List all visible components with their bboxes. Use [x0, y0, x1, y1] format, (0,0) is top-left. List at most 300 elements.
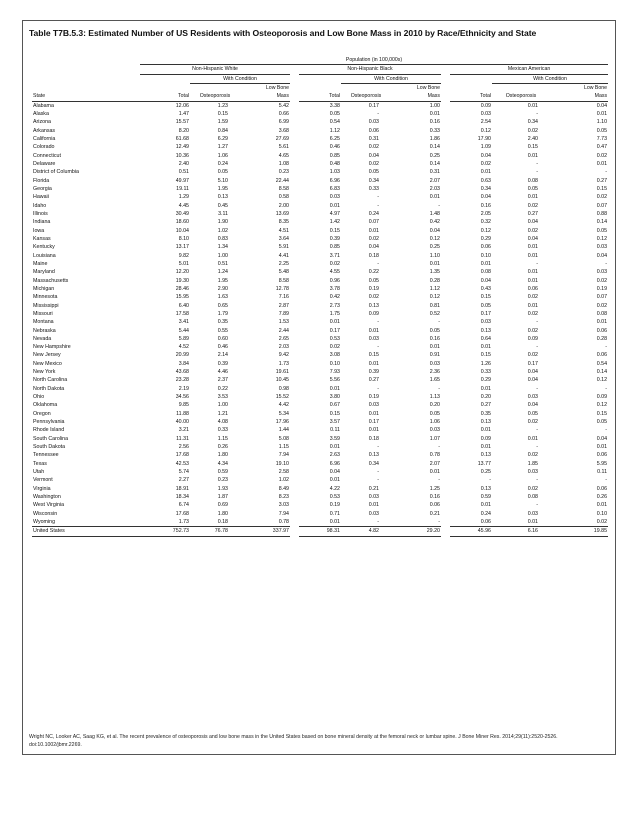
- column-gap: [290, 460, 299, 468]
- value-cell: 0.13: [480, 419, 491, 426]
- value-cell: 0.27: [480, 402, 491, 409]
- value-cell: 7.94: [278, 510, 289, 517]
- table-row: [32, 285, 608, 293]
- value-cell: 15.95: [175, 294, 189, 301]
- value-cell: 5.10: [217, 177, 228, 184]
- value-cell: 0.05: [527, 185, 538, 192]
- value-cell: -: [377, 202, 379, 209]
- value-cell: 1.10: [429, 252, 440, 259]
- column-gap: [290, 168, 299, 176]
- column-gap: [441, 485, 450, 493]
- value-cell: 0.59: [480, 494, 491, 501]
- value-cell: 1.95: [217, 185, 228, 192]
- state-cell: Georgia: [33, 185, 52, 192]
- value-cell: 1.63: [217, 294, 228, 301]
- value-cell: 2.87: [278, 302, 289, 309]
- value-cell: 0.78: [278, 519, 289, 526]
- value-cell: 0.01: [368, 410, 379, 417]
- column-gap: [290, 343, 299, 351]
- column-gap: [290, 218, 299, 226]
- value-cell: 5.61: [278, 144, 289, 151]
- value-cell: 0.15: [368, 352, 379, 359]
- state-cell: Louisiana: [33, 252, 56, 259]
- value-cell: 0.06: [596, 485, 608, 492]
- value-cell: 0.06: [596, 452, 608, 459]
- value-cell: 5.34: [278, 410, 289, 417]
- value-cell: 0.11: [330, 427, 340, 434]
- table-row: [32, 351, 608, 359]
- table-row: [32, 252, 608, 260]
- value-cell: 0.01: [527, 302, 538, 309]
- state-cell: Wyoming: [33, 519, 56, 526]
- column-gap: [290, 243, 299, 251]
- column-gap: [441, 252, 450, 260]
- value-cell: 1.85: [527, 460, 538, 467]
- value-cell: 0.18: [217, 519, 228, 526]
- state-cell: Illinois: [33, 210, 48, 217]
- value-cell: 0.18: [368, 252, 379, 259]
- value-cell: 0.17: [368, 102, 379, 109]
- value-cell: 1.93: [217, 485, 228, 492]
- column-gap: [290, 527, 299, 536]
- value-cell: 2.44: [278, 327, 289, 334]
- value-cell: 0.04: [480, 277, 491, 284]
- value-cell: 0.29: [480, 235, 491, 242]
- state-cell: Montana: [33, 319, 54, 326]
- value-cell: 19.61: [275, 369, 289, 376]
- column-gap: [441, 110, 450, 118]
- value-cell: 0.39: [368, 369, 379, 376]
- value-cell: 0.12: [429, 294, 440, 301]
- value-cell: 7.73: [596, 135, 608, 142]
- value-cell: 0.26: [217, 444, 228, 451]
- value-cell: 3.03: [278, 502, 289, 509]
- column-gap: [290, 368, 299, 376]
- table-row: [32, 268, 608, 276]
- value-cell: 0.21: [429, 510, 440, 517]
- value-cell: 0.81: [429, 302, 440, 309]
- value-cell: 0.07: [596, 294, 608, 301]
- table-row: [32, 385, 608, 393]
- value-cell: 2.54: [480, 119, 491, 126]
- value-cell: 0.01: [329, 444, 340, 451]
- column-gap: [441, 202, 450, 210]
- value-cell: 0.67: [329, 402, 340, 409]
- value-cell: 0.19: [368, 285, 379, 292]
- value-cell: 17.68: [175, 510, 189, 517]
- column-gap: [290, 501, 299, 509]
- value-cell: 0.96: [329, 277, 340, 284]
- value-cell: 2.03: [429, 185, 440, 192]
- value-cell: 0.04: [527, 219, 538, 226]
- value-cell: 0.01: [429, 260, 440, 267]
- value-cell: 13.17: [175, 244, 189, 251]
- value-cell: 13.69: [275, 210, 289, 217]
- value-cell: 0.04: [596, 435, 608, 442]
- value-cell: 0.08: [527, 494, 538, 501]
- value-cell: 0.14: [429, 160, 440, 167]
- column-gap: [290, 152, 299, 160]
- value-cell: 0.01: [527, 102, 538, 109]
- value-cell: 0.02: [527, 227, 538, 234]
- value-cell: 4.52: [178, 344, 189, 351]
- mass-header: Mass: [240, 92, 290, 101]
- column-gap: [290, 451, 299, 459]
- column-gap: [290, 401, 299, 409]
- value-cell: 6.29: [217, 135, 228, 142]
- population-header: Population (in 100,000s): [140, 56, 608, 65]
- column-gap: [290, 185, 299, 193]
- column-gap: [441, 501, 450, 509]
- value-cell: 0.78: [429, 452, 440, 459]
- column-gap: [290, 485, 299, 493]
- state-cell: Tennessee: [33, 452, 59, 459]
- column-gap: [290, 293, 299, 301]
- value-cell: 0.03: [368, 402, 379, 409]
- value-cell: 3.68: [278, 127, 289, 134]
- table-row: [32, 118, 608, 126]
- total-header: Total: [299, 92, 341, 101]
- value-cell: 6.40: [178, 302, 189, 309]
- value-cell: 0.02: [596, 302, 608, 309]
- state-cell: Kentucky: [33, 244, 55, 251]
- state-cell: Minnesota: [33, 294, 58, 301]
- osteoporosis-header: Osteoporosis: [190, 92, 240, 101]
- value-cell: 0.03: [429, 360, 440, 367]
- value-cell: -: [536, 169, 538, 176]
- value-cell: 0.65: [217, 302, 228, 309]
- value-cell: 0.05: [596, 127, 608, 134]
- value-cell: 3.53: [217, 394, 228, 401]
- column-gap: [441, 335, 450, 343]
- value-cell: 0.01: [527, 269, 538, 276]
- value-cell: 0.03: [368, 494, 379, 501]
- value-cell: 2.25: [278, 260, 289, 267]
- value-cell: 0.01: [527, 435, 538, 442]
- value-cell: -: [489, 477, 491, 484]
- value-cell: 19.11: [176, 185, 189, 192]
- column-gap: [290, 143, 299, 151]
- column-gap: [290, 160, 299, 168]
- value-cell: 0.02: [368, 235, 379, 242]
- value-cell: 0.16: [429, 335, 440, 342]
- value-cell: 0.34: [480, 185, 491, 192]
- value-cell: 42.53: [175, 460, 189, 467]
- value-cell: 2.63: [329, 452, 340, 459]
- value-cell: 0.69: [217, 502, 228, 509]
- value-cell: 0.53: [329, 494, 340, 501]
- state-cell: Nevada: [33, 335, 52, 342]
- value-cell: 17.68: [175, 452, 189, 459]
- value-cell: 2.05: [480, 210, 491, 217]
- value-cell: 0.02: [596, 152, 608, 159]
- value-cell: 2.37: [217, 377, 228, 384]
- value-cell: 0.01: [480, 344, 491, 351]
- low-bone-header: Low Bone: [583, 84, 608, 91]
- column-gap: [441, 327, 450, 335]
- column-gap: [441, 318, 450, 326]
- value-cell: 0.01: [596, 502, 608, 509]
- value-cell: 0.01: [596, 444, 608, 451]
- state-cell: United States: [32, 527, 140, 536]
- value-cell: 0.66: [278, 110, 289, 117]
- value-cell: 4.65: [278, 152, 289, 159]
- column-gap: [441, 435, 450, 443]
- state-cell: Nebraska: [33, 327, 56, 334]
- value-cell: -: [377, 385, 379, 392]
- value-cell: 19.10: [275, 460, 289, 467]
- value-cell: 0.07: [368, 219, 379, 226]
- value-cell: 0.31: [429, 169, 440, 176]
- value-cell: 18.34: [175, 494, 189, 501]
- table-row: [32, 501, 608, 509]
- column-gap: [441, 143, 450, 151]
- value-cell: 0.02: [527, 452, 538, 459]
- value-cell: 0.51: [217, 260, 228, 267]
- column-gap: [290, 177, 299, 185]
- value-cell: 0.16: [480, 202, 491, 209]
- value-cell: 0.43: [480, 285, 491, 292]
- column-gap: [290, 426, 299, 434]
- column-gap: [290, 135, 299, 143]
- state-cell: New Mexico: [33, 360, 62, 367]
- table-row: [32, 460, 608, 468]
- value-cell: 10.45: [275, 377, 289, 384]
- state-cell: Alaska: [33, 110, 49, 117]
- value-cell: 0.52: [429, 310, 440, 317]
- total-row: [32, 527, 608, 536]
- value-cell: 0.46: [217, 344, 228, 351]
- value-cell: 3.84: [178, 360, 189, 367]
- column-gap: [441, 160, 450, 168]
- value-cell: 0.02: [368, 144, 379, 151]
- value-cell: 0.02: [527, 419, 538, 426]
- value-cell: 0.98: [278, 385, 289, 392]
- osteoporosis-header: Osteoporosis: [341, 92, 391, 101]
- value-cell: 0.01: [329, 385, 340, 392]
- table-row: [32, 518, 608, 527]
- value-cell: 1.25: [429, 485, 440, 492]
- value-cell: 0.04: [480, 152, 491, 159]
- value-cell: 0.23: [217, 477, 228, 484]
- column-gap: [441, 351, 450, 359]
- value-cell: 0.55: [217, 327, 228, 334]
- state-cell: Maine: [33, 260, 48, 267]
- value-cell: 1.73: [178, 519, 189, 526]
- value-cell: 6.99: [278, 119, 289, 126]
- low-bone-header: Low Bone: [265, 84, 289, 91]
- value-cell: 0.01: [429, 469, 440, 476]
- value-cell: 8.58: [278, 277, 289, 284]
- value-cell: 3.71: [329, 252, 340, 259]
- table-row: [32, 393, 608, 401]
- table-row: [32, 160, 608, 168]
- column-gap: [290, 518, 299, 527]
- value-cell: 1.07: [429, 435, 440, 442]
- value-cell: 0.33: [429, 127, 440, 134]
- column-gap: [441, 168, 450, 176]
- value-cell: 0.04: [596, 102, 608, 109]
- value-cell: 7.93: [329, 369, 340, 376]
- value-cell: 0.01: [368, 427, 379, 434]
- value-cell: 10.04: [175, 227, 189, 234]
- value-cell: 1.79: [217, 310, 228, 317]
- value-cell: 0.23: [278, 169, 289, 176]
- column-gap: [290, 318, 299, 326]
- value-cell: 0.34: [368, 460, 379, 467]
- value-cell: 0.02: [527, 294, 538, 301]
- column-gap: [441, 152, 450, 160]
- value-cell: 0.15: [596, 410, 608, 417]
- value-cell: -: [438, 202, 440, 209]
- value-cell: 3.11: [218, 210, 228, 217]
- column-gap: [290, 510, 299, 518]
- value-cell: 0.05: [527, 410, 538, 417]
- column-gap: [441, 135, 450, 143]
- column-gap: [290, 235, 299, 243]
- value-cell: 12.78: [275, 285, 289, 292]
- value-cell: 1.90: [217, 219, 228, 226]
- column-gap: [290, 110, 299, 118]
- value-cell: 2.40: [527, 135, 538, 142]
- column-gap: [441, 460, 450, 468]
- value-cell: 0.18: [368, 435, 379, 442]
- value-cell: 0.01: [480, 169, 491, 176]
- value-cell: 0.24: [368, 210, 379, 217]
- value-cell: 2.07: [429, 177, 440, 184]
- value-cell: -: [377, 444, 379, 451]
- table-row: [32, 343, 608, 351]
- osteoporosis-header: Osteoporosis: [492, 92, 550, 101]
- value-cell: 15.57: [175, 119, 189, 126]
- value-cell: 8.20: [178, 127, 189, 134]
- value-cell: 1.23: [217, 102, 228, 109]
- value-cell: 4.41: [278, 252, 289, 259]
- state-cell: Iowa: [33, 227, 45, 234]
- table-row: [32, 410, 608, 418]
- value-cell: 8.23: [278, 494, 289, 501]
- value-cell: 0.32: [480, 219, 491, 226]
- value-cell: 0.06: [527, 285, 538, 292]
- value-cell: 12.20: [175, 269, 189, 276]
- value-cell: 1.12: [329, 127, 340, 134]
- value-cell: 1.06: [217, 152, 228, 159]
- column-gap: [441, 185, 450, 193]
- column-gap: [290, 227, 299, 235]
- value-cell: 0.21: [368, 485, 379, 492]
- state-cell: Virginia: [33, 485, 51, 492]
- value-cell: 0.54: [329, 119, 340, 126]
- state-cell: Idaho: [33, 202, 47, 209]
- state-cell: Alabama: [33, 102, 54, 109]
- value-cell: 29.20: [391, 527, 441, 536]
- value-cell: 1.00: [217, 252, 228, 259]
- group-header-white: Non-Hispanic White: [140, 65, 290, 74]
- value-cell: 0.04: [596, 252, 608, 259]
- value-cell: 0.01: [480, 502, 491, 509]
- state-cell: District of Columbia: [33, 169, 79, 176]
- value-cell: 6.16: [492, 527, 550, 536]
- value-cell: 0.01: [480, 444, 491, 451]
- value-cell: 0.27: [368, 377, 379, 384]
- value-cell: 0.02: [527, 327, 538, 334]
- value-cell: 0.04: [527, 402, 538, 409]
- table-row: [32, 376, 608, 384]
- value-cell: 0.47: [596, 144, 608, 151]
- value-cell: 0.54: [596, 360, 608, 367]
- value-cell: 5.42: [278, 102, 289, 109]
- value-cell: 12.06: [175, 102, 189, 109]
- value-cell: 0.14: [429, 144, 440, 151]
- table-row: [32, 360, 608, 368]
- value-cell: 1.27: [217, 144, 228, 151]
- table-row: [32, 510, 608, 518]
- column-gap: [290, 410, 299, 418]
- column-gap: [290, 418, 299, 426]
- value-cell: 0.01: [368, 227, 379, 234]
- state-cell: Arizona: [33, 119, 51, 126]
- value-cell: 0.29: [480, 377, 491, 384]
- value-cell: 0.01: [329, 477, 340, 484]
- table-row: [32, 143, 608, 151]
- column-gap: [441, 268, 450, 276]
- state-cell: Washington: [33, 494, 61, 501]
- value-cell: 0.12: [596, 377, 608, 384]
- column-gap: [290, 260, 299, 268]
- value-cell: 0.01: [527, 152, 538, 159]
- value-cell: 0.34: [527, 119, 538, 126]
- value-cell: 12.49: [175, 144, 189, 151]
- value-cell: -: [536, 477, 538, 484]
- value-cell: 0.03: [368, 510, 379, 517]
- value-cell: 0.03: [527, 394, 538, 401]
- value-cell: -: [438, 385, 440, 392]
- value-cell: 0.02: [596, 519, 608, 526]
- value-cell: 0.05: [596, 227, 608, 234]
- value-cell: 9.42: [278, 352, 289, 359]
- state-cell: Massachusetts: [33, 277, 69, 284]
- value-cell: 8.49: [278, 485, 289, 492]
- column-gap: [441, 310, 450, 318]
- table-row: [32, 293, 608, 301]
- value-cell: -: [377, 194, 379, 201]
- value-cell: 6.96: [329, 460, 340, 467]
- column-gap: [441, 360, 450, 368]
- state-cell: Wisconsin: [33, 510, 58, 517]
- value-cell: 1.48: [429, 210, 440, 217]
- value-cell: 337.97: [240, 527, 290, 536]
- table-row: [32, 318, 608, 326]
- value-cell: 0.17: [368, 419, 379, 426]
- table-row: [32, 168, 608, 176]
- value-cell: 0.05: [329, 110, 340, 117]
- total-header: Total: [140, 92, 190, 101]
- column-gap: [290, 493, 299, 501]
- value-cell: 0.03: [527, 469, 538, 476]
- value-cell: 8.35: [278, 219, 289, 226]
- value-cell: 0.05: [480, 302, 491, 309]
- value-cell: 1.75: [329, 310, 340, 317]
- value-cell: -: [377, 469, 379, 476]
- column-gap: [441, 493, 450, 501]
- column-gap: [441, 451, 450, 459]
- value-cell: 5.95: [596, 460, 608, 467]
- value-cell: 0.39: [217, 360, 228, 367]
- value-cell: 0.02: [368, 294, 379, 301]
- column-gap: [441, 443, 450, 451]
- with-condition-header: With Condition: [190, 74, 290, 83]
- value-cell: 0.35: [217, 319, 228, 326]
